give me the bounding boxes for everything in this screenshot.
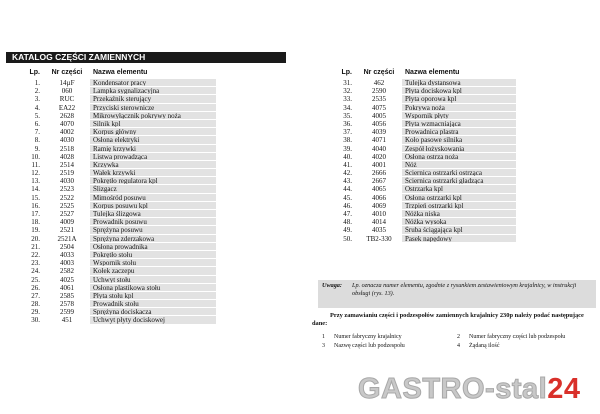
row-lp: 21. [31,242,40,251]
row-element-name: Wałek krzywki [90,169,216,177]
row-part-number: 4001 [372,160,386,169]
row-lp: 25. [31,275,40,284]
table-row [6,87,286,95]
order-item-number: 4 [457,343,460,349]
row-lp: 13. [31,177,40,186]
row-lp: 6. [34,119,40,128]
row-lp: 30. [31,316,40,325]
order-row [322,342,592,351]
row-lp: 19. [31,226,40,235]
table-row [6,218,286,226]
row-lp: 35. [343,111,352,120]
row-lp: 12. [31,169,40,178]
row-part-number: 14µF [59,79,75,87]
row-part-number: 2521A [57,234,77,243]
table-row [318,235,596,243]
row-part-number: 4002 [60,128,74,137]
row-lp: 20. [31,234,40,243]
row-element-name: Nóż [402,161,516,169]
row-lp: 4. [34,103,40,112]
order-row [322,333,592,342]
row-lp: 32. [343,87,352,96]
table-row [6,79,286,87]
row-part-number: 2504 [60,242,74,251]
row-lp: 5. [34,111,40,120]
row-lp: 42. [343,169,352,178]
row-element-name: Kondensator pracy [90,79,216,87]
row-element-name: Płyta oporowa kpl [402,95,516,103]
header-part-number: Nr części [363,69,395,76]
row-element-name: Pokrywa noża [402,104,516,112]
row-part-number: 4075 [372,103,386,112]
table-row [6,120,286,128]
row-lp: 38. [343,136,352,145]
row-part-number: 462 [373,79,385,87]
table-row [318,120,596,128]
row-part-number: 4065 [372,185,386,194]
table-row [318,104,596,112]
row-lp: 23. [31,259,40,268]
row-element-name: Nóżka niska [402,210,516,218]
row-element-name: Wspornik płyty [402,112,516,120]
order-item [457,342,592,351]
row-element-name: Krzywka [90,161,216,169]
row-lp: 11. [31,160,40,169]
order-item-number: 2 [457,334,460,340]
parts-table-right [318,67,596,243]
row-element-name: Koło pasowe silnika [402,136,516,144]
header-lp: Lp. [341,69,352,76]
row-element-name: Wspornik stołu [90,259,216,267]
row-lp: 34. [343,103,352,112]
row-lp: 36. [343,119,352,128]
row-lp: 24. [31,267,40,276]
row-lp: 2. [34,87,40,96]
order-items [322,333,592,351]
row-element-name: Płyta wzmacniająca [402,120,516,128]
row-part-number: 060 [61,87,73,96]
row-element-name: Silnik kpl [90,120,216,128]
row-part-number: 4030 [60,136,74,145]
row-lp: 26. [31,283,40,292]
row-lp: 41. [343,160,352,169]
table-row [6,128,286,136]
row-part-number: 4020 [372,152,386,161]
table-row [6,284,286,292]
table-row [6,316,286,324]
row-part-number: 2628 [60,111,74,120]
table-row [6,194,286,202]
table-row [318,185,596,193]
row-part-number: 2666 [372,169,386,178]
row-lp: 49. [343,226,352,235]
row-part-number: 4005 [372,111,386,120]
row-part-number: 4061 [60,283,74,292]
row-lp: 7. [34,128,40,137]
row-part-number: 4066 [372,193,386,202]
table-row [318,210,596,218]
row-lp: 17. [31,210,40,218]
header-element-name: Nazwa elementu [405,69,460,76]
row-element-name: Pokrętło stołu [90,251,216,259]
table-row [6,308,286,316]
table-row [318,87,596,95]
order-item [457,333,592,342]
table-row [318,112,596,120]
row-element-name: Prowadnik posuwu [90,218,216,226]
table-row [6,276,286,284]
row-part-number: 2525 [60,201,74,210]
row-lp: 16. [31,201,40,210]
row-part-number: 2585 [60,291,74,300]
row-part-number: 4014 [372,218,386,227]
row-part-number: 4025 [60,275,74,284]
table-row [6,104,286,112]
row-element-name: Korpus główny [90,128,216,136]
row-element-name: Osłona plastikowa stołu [90,284,216,292]
row-lp: 22. [31,250,40,259]
row-lp: 18. [31,218,40,227]
row-element-name: Tulejka dystansowa [402,79,516,87]
note-box [318,280,596,308]
row-lp: 8. [34,136,40,145]
note-label: Uwaga: [322,282,342,289]
row-part-number: EA22 [58,103,76,112]
order-item-number: 3 [322,343,325,349]
row-part-number: 2582 [60,267,74,276]
row-part-number: 2522 [60,193,74,202]
table-row [318,202,596,210]
row-part-number: 2535 [372,95,386,104]
row-element-name: Sprężyna dociskacza [90,308,216,316]
row-element-name: Uchwyt stołu [90,276,216,284]
table-header [6,67,286,79]
catalog-title: KATALOG CZĘŚCI ZAMIENNYCH [6,52,286,63]
row-part-number: 4069 [372,201,386,210]
row-element-name: Lampka sygnalizacyjna [90,87,216,95]
row-part-number: 2521 [60,226,74,235]
row-element-name: Śruba ściągająca kpl [402,226,516,234]
row-element-name: Sprężyna zderzakowa [90,235,216,243]
row-element-name: Sprężyna posuwu [90,226,216,234]
row-part-number: 2667 [372,177,386,186]
table-row [6,95,286,103]
row-element-name: Nóżka wysoka [402,218,516,226]
row-element-name: Ślizgacz [90,185,216,193]
order-item-label: Nazwę części lub podzespołu [334,343,405,349]
table-row [6,145,286,153]
logo-text: GASTRO-stal [358,373,548,405]
row-part-number: 4071 [372,136,386,145]
table-row [318,153,596,161]
row-lp: 29. [31,308,40,317]
row-element-name: Kołek zaczepu [90,267,216,275]
row-element-name: Ostrzarka kpl [402,185,516,193]
header-lp: Lp. [29,69,40,76]
row-part-number: 451 [61,316,73,325]
row-element-name: Płyta dociskowa kpl [402,87,516,95]
row-lp: 14. [31,185,40,194]
row-part-number: 4033 [60,250,74,259]
row-part-number: 4030 [60,177,74,186]
table-row [318,79,596,87]
row-lp: 27. [31,291,40,300]
table-body [6,79,286,325]
row-element-name: Pasek napędowy [402,235,516,243]
gastro-stal-logo [358,370,598,408]
row-element-name: Zespół łożyskowania [402,145,516,153]
row-element-name: Ściernica ostrzarki ostrząca [402,169,516,177]
row-lp: 43. [343,177,352,186]
row-part-number: 4035 [372,226,386,235]
row-element-name: Listwa prowadząca [90,153,216,161]
row-part-number: 2523 [60,185,74,194]
table-row [318,177,596,185]
table-row [6,202,286,210]
row-lp: 33. [343,95,352,104]
row-element-name: Osłona elektryki [90,136,216,144]
row-part-number: 2578 [60,300,74,309]
note-text: Lp. oznacza numer elementu, zgodnie z rysunkiem zestawieniowym krajalnicy, w instrukcji obsługi (rys. 13). [352,282,577,297]
row-lp: 48. [343,218,352,227]
row-lp: 31. [343,79,352,87]
row-part-number: 2518 [60,144,74,153]
row-part-number: 4003 [60,259,74,268]
row-element-name: Osłona ostrzarki kpl [402,194,516,202]
row-part-number: 2599 [60,308,74,317]
order-item-label: Numer fabryczny krajalnicy [334,334,402,340]
row-element-name: Osłona ostrza noża [402,153,516,161]
row-element-name: Prowadnik stołu [90,300,216,308]
row-lp: 28. [31,300,40,309]
header-part-number: Nr części [51,69,83,76]
row-element-name: Trzpień ostrzarki kpl [402,202,516,210]
table-row [318,161,596,169]
row-lp: 44. [343,185,352,194]
order-item-label: Żądaną ilość [469,343,500,349]
row-element-name: Prowadnica plastra [402,128,516,136]
table-row [318,226,596,234]
table-row [6,226,286,234]
table-row [6,210,286,218]
row-lp: 10. [31,152,40,161]
table-header [318,67,596,79]
row-element-name: Płyta stołu kpl [90,292,216,300]
table-row [318,218,596,226]
row-lp: 9. [34,144,40,153]
table-row [318,145,596,153]
row-element-name: Przekaźnik sterujący [90,95,216,103]
table-row [6,161,286,169]
row-part-number: 4040 [372,144,386,153]
row-part-number: 4009 [60,218,74,227]
row-part-number: 2590 [372,87,386,96]
row-part-number: 2527 [60,210,74,218]
row-element-name: Mimośród posuwu [90,194,216,202]
row-part-number: TB2-330 [366,234,392,243]
table-row [6,136,286,144]
table-row [318,136,596,144]
table-row [6,169,286,177]
row-lp: 50. [343,234,352,243]
row-lp: 40. [343,152,352,161]
row-lp: 47. [343,210,352,218]
row-element-name: Pokrętło regulatora kpl [90,177,216,185]
row-lp: 15. [31,193,40,202]
row-part-number: 4070 [60,119,74,128]
row-part-number: RUC [59,95,75,104]
row-part-number: 4010 [372,210,386,218]
row-part-number: 4028 [60,152,74,161]
row-part-number: 4056 [372,119,386,128]
table-row [6,177,286,185]
order-item [322,342,457,351]
table-row [6,292,286,300]
table-row [6,267,286,275]
table-row [318,194,596,202]
order-item-label: Numer fabryczny części lub podzespołu [469,334,566,340]
order-item-number: 1 [322,334,325,340]
table-row [318,128,596,136]
header-element-name: Nazwa elementu [93,69,148,76]
table-row [6,153,286,161]
table-row [6,185,286,193]
row-lp: 37. [343,128,352,137]
table-row [318,169,596,177]
order-instructions: Przy zamawianiu części i podzespołów zamiennych krajalnicy 230p należy podać następujące dane: [312,312,584,327]
row-element-name: Uchwyt płyty dociskowej [90,316,216,324]
row-element-name: Ramię krzywki [90,145,216,153]
row-element-name: Mikrowyłącznik pokrywy noża [90,112,216,120]
row-lp: 3. [34,95,40,104]
row-element-name: Tulejka ślizgowa [90,210,216,218]
order-item [322,333,457,342]
row-part-number: 4039 [372,128,386,137]
table-row [6,259,286,267]
table-row [6,112,286,120]
row-lp: 1. [34,79,40,87]
row-element-name: Osłona prowadnika [90,243,216,251]
table-row [6,300,286,308]
row-lp: 45. [343,193,352,202]
table-row [6,235,286,243]
row-part-number: 2514 [60,160,74,169]
row-lp: 46. [343,201,352,210]
row-part-number: 2519 [60,169,74,178]
table-row [6,243,286,251]
row-element-name: Przyciski sterownicze [90,104,216,112]
row-element-name: Ściernica ostrzarki gładząca [402,177,516,185]
row-lp: 39. [343,144,352,153]
table-row [318,95,596,103]
parts-table-left [6,67,286,325]
table-body [318,79,596,243]
table-row [6,251,286,259]
row-element-name: Korpus posuwu kpl [90,202,216,210]
logo-number: 24 [547,373,581,405]
